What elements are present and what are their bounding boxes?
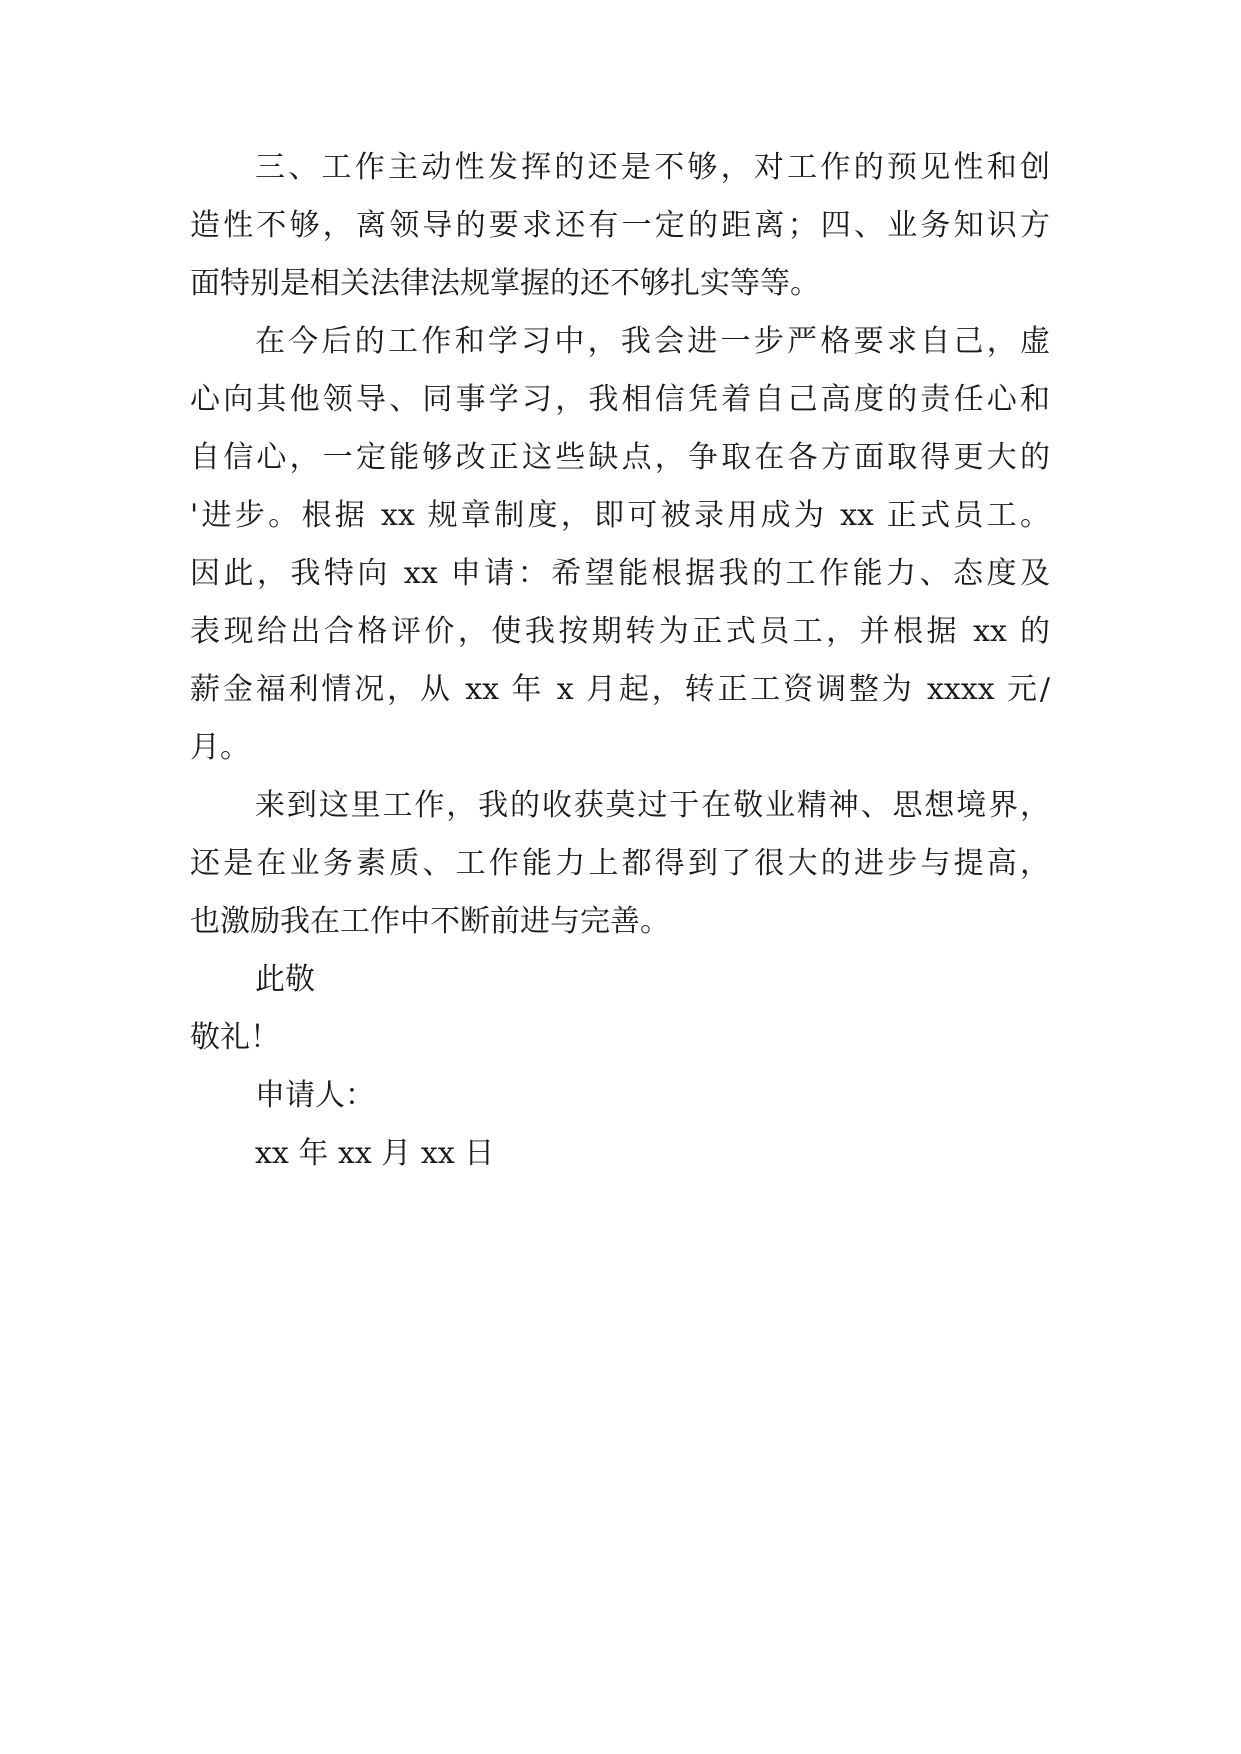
salutation: 敬礼！ xyxy=(190,1020,280,1055)
paragraph-line: 来到这里工作，我的收获莫过于在敬业精神、思想境界， xyxy=(255,788,1050,823)
paragraph-line: 也激励我在工作中不断前进与完善。 xyxy=(190,904,670,939)
paragraph-line: 薪金福利情况，从 xx 年 x 月起，转正工资调整为 xxxx 元/ xyxy=(190,672,1050,707)
paragraph-line: 心向其他领导、同事学习，我相信凭着自己高度的责任心和 xyxy=(190,382,1050,417)
paragraph-line: 表现给出合格评价，使我按期转为正式员工，并根据 xx 的 xyxy=(190,614,1050,649)
paragraph-line: 三、工作主动性发挥的还是不够，对工作的预见性和创 xyxy=(255,150,1050,185)
paragraph-line: 自信心，一定能够改正这些缺点，争取在各方面取得更大的 xyxy=(190,440,1050,475)
paragraph-line: 还是在业务素质、工作能力上都得到了很大的进步与提高， xyxy=(190,846,1050,881)
paragraph-line: 面特别是相关法律法规掌握的还不够扎实等等。 xyxy=(190,266,820,301)
closing-phrase: 此敬 xyxy=(255,962,315,997)
paragraph-line: 造性不够，离领导的要求还有一定的距离；四、业务知识方 xyxy=(190,208,1050,243)
date-line: xx 年 xx 月 xx 日 xyxy=(255,1136,495,1171)
applicant-label: 申请人： xyxy=(255,1078,375,1113)
paragraph-line: 在今后的工作和学习中，我会进一步严格要求自己，虚 xyxy=(255,324,1050,359)
paragraph-line: 月。 xyxy=(190,730,250,765)
paragraph-line: 因此，我特向 xx 申请：希望能根据我的工作能力、态度及 xyxy=(190,556,1050,591)
paragraph-line: '进步。根据 xx 规章制度，即可被录用成为 xx 正式员工。 xyxy=(190,498,1050,533)
